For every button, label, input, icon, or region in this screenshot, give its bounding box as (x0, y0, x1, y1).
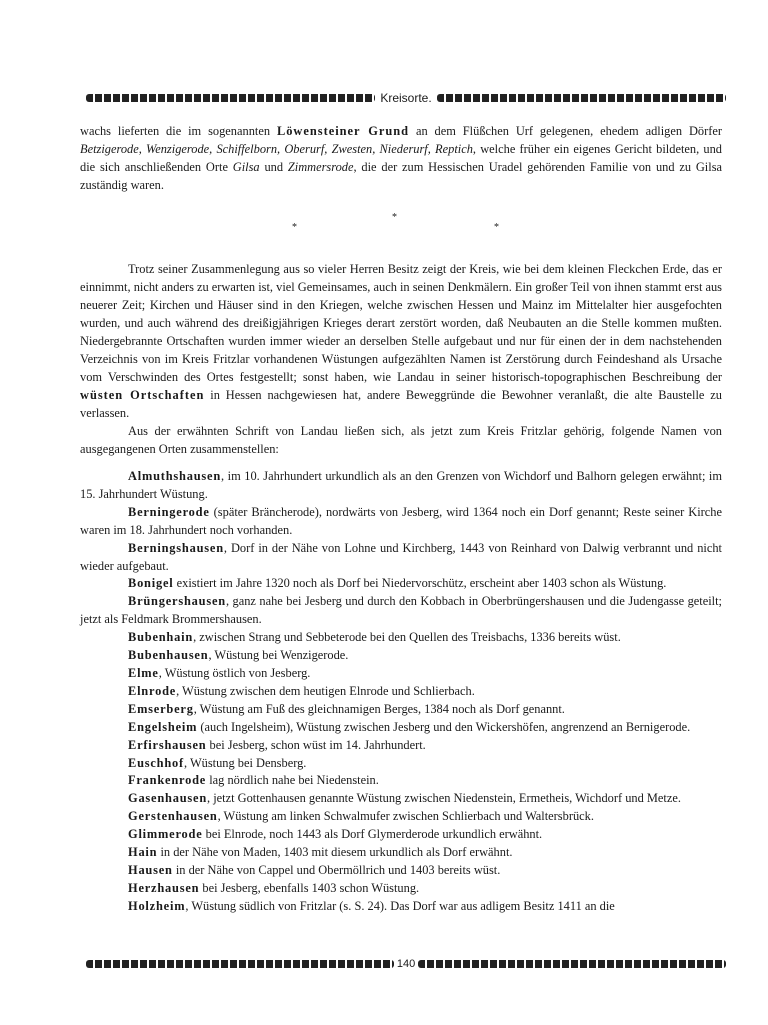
place-name: Frankenrode (128, 773, 207, 788)
ornament-border-right (418, 960, 726, 968)
place-description: , Dorf in der Nähe von Lohne und Kirchberg, 1443 von Reinhard von Dalwig verbrannt und nicht wieder aufgebaut. (80, 540, 722, 573)
list-item (80, 575, 722, 593)
place-description: , jetzt Gottenhausen genannte Wüstung zwischen Niedenstein, Ermetheis, Wichdorf und Metze. (207, 791, 681, 806)
place-description: (auch Ingelsheim), Wüstung zwischen Jesberg und den Wickershöfen, angrenzend an Bernigerode. (197, 719, 691, 734)
list-item (80, 808, 722, 826)
paragraph-1-emph: wüsten Ortschaften (80, 388, 205, 402)
place-name: Engelsheim (128, 719, 198, 734)
list-item (80, 468, 722, 504)
place-name: Emserberg (128, 701, 194, 716)
intro-text-3: , welche früher ein eigenes Gericht bildeten, und die sich anschließenden Orte (80, 142, 722, 174)
separator-star-center: * (392, 212, 397, 223)
place-name: Holzheim (128, 898, 186, 913)
list-item (80, 755, 722, 773)
place-description: , Wüstung bei Densberg. (183, 755, 307, 770)
list-item (80, 772, 722, 790)
list-item (80, 826, 722, 844)
place-description: , Wüstung am Fuß des gleichnamigen Berges, 1384 noch als Dorf genannt. (193, 701, 565, 716)
intro-text-1: wachs lieferten die im sogenannten (80, 124, 277, 138)
separator-star-right: * (494, 222, 499, 233)
intro-paragraph (80, 122, 722, 194)
ornament-border-right (437, 94, 726, 102)
header-ornament-row (86, 90, 726, 106)
place-name: Gasenhausen (128, 791, 208, 806)
place-description: in der Nähe von Cappel und Obermöllrich und 1403 bereits wüst. (172, 862, 501, 877)
list-item (80, 540, 722, 576)
place-name: Bubenhain (128, 630, 194, 645)
paragraph-1 (80, 260, 722, 422)
list-item (80, 593, 722, 629)
intro-emph-1: Löwensteiner Grund (276, 124, 410, 138)
list-item (80, 665, 722, 683)
list-item (80, 683, 722, 701)
place-description: , Wüstung östlich von Jesberg. (158, 665, 311, 680)
paragraph-2: Aus der erwähnten Schrift von Landau ließen sich, als jetzt zum Kreis Fritzlar gehörig, folgende Namen von ausgegangenen Orten zusammenstellen: (80, 424, 722, 456)
place-description: , im 10. Jahrhundert urkundlich als an den Grenzen von Wichdorf und Balhorn gelegen erwähnt; im 15. Jahrhundert Wüstung. (80, 469, 722, 501)
list-item (80, 701, 722, 719)
place-name: Almuthshausen (128, 469, 222, 483)
intro-place-zimmersrode: Zimmersrode (287, 160, 354, 174)
place-description: , ganz nahe bei Jesberg und durch den Kobbach in Oberbrüngershausen und die Judengasse geteilt; jetzt als Feldmark Brommershausen. (80, 594, 722, 627)
place-description: , Wüstung zwischen dem heutigen Elnrode und Schlierbach. (176, 683, 475, 698)
place-description: in der Nähe von Maden, 1403 mit diesem urkundlich als Dorf erwähnt. (157, 845, 513, 860)
ornament-border-left (86, 960, 394, 968)
place-description: existiert im Jahre 1320 noch als Dorf bei Niedervorschütz, erscheint aber 1403 schon als Wüstung. (173, 576, 667, 591)
main-body (80, 260, 722, 458)
separator-star-left: * (292, 222, 297, 233)
place-name: Berningerode (128, 504, 210, 519)
place-name: Elnrode (128, 683, 177, 698)
place-description: , Wüstung südlich von Fritzlar (s. S. 24). Das Dorf war aus adligem Besitz 1411 an die (185, 898, 615, 913)
wuestungen-list (80, 468, 722, 916)
place-description: (später Bräncherode), nordwärts von Jesberg, wird 1364 noch ein Dorf genannt; Reste seiner Kirche waren im 18. Jahrhundert noch vorhanden. (80, 504, 722, 537)
place-description: bei Jesberg, schon wüst im 14. Jahrhundert. (206, 737, 426, 752)
place-name: Erfirshausen (128, 737, 207, 752)
place-name: Brüngershausen (128, 594, 226, 609)
intro-text-5: , die der zum Hessischen Uradel gehörenden Familie von und zu Gilsa zuständig waren. (80, 160, 723, 192)
list-item (80, 629, 722, 647)
place-name: Herzhausen (128, 880, 200, 895)
running-header: Kreisorte. (380, 91, 432, 105)
list-item (80, 898, 722, 916)
place-name: Elme (128, 665, 159, 680)
list-item (80, 647, 722, 665)
place-name: Gerstenhausen (128, 809, 218, 824)
place-description: bei Jesberg, ebenfalls 1403 schon Wüstung. (199, 880, 420, 895)
place-name: Glimmerode (128, 827, 203, 842)
page-number: 140 (396, 958, 416, 970)
list-item (80, 504, 722, 540)
footer-ornament-row (86, 956, 726, 972)
list-item (80, 844, 722, 862)
list-item (80, 719, 722, 737)
place-name: Euschhof (128, 755, 184, 770)
ornament-border-left (86, 94, 375, 102)
place-description: bei Elnrode, noch 1443 als Dorf Glymerderode urkundlich erwähnt. (202, 827, 543, 842)
intro-villages: Betzigerode, Wenzigerode, Schiffelborn, Oberurf, Zwesten, Niederurf, Reptich (80, 142, 473, 156)
place-name: Bonigel (128, 576, 174, 591)
place-name: Berningshausen (128, 540, 224, 555)
place-description: , Wüstung am linken Schwalmufer zwischen Schlierbach und Waltersbrück. (217, 809, 594, 824)
intro-text-4: und (259, 160, 288, 174)
paragraph-1-text-a: Trotz seiner Zusammenlegung aus so vieler Herren Besitz zeigt der Kreis, wie bei dem kleinen Fleckchen Erde, das er einnimmt, nicht anders zu erwarten ist, viel Gemeinsames, auch in seinen Denkmälern. Ein großer Teil von ihnen stammt erst aus neuerer Zeit; Kirchen und Häuser sind in den Kriegen, welche zwischen Hessen und Mainz im Mittelalter hier ausgefochten wurden, und auch während des dreißigjährigen Krieges derart zerstört worden, daß Neubauten an die Stelle kommen mußten. Niedergebrannte Ortschaften wurden immer wieder an derselben Stelle aufgebaut und nur für einen der in dem nachstehenden Verzeichnis von im Kreis Fritzlar vorhandenen Wüstungen aufgezählten Namen ist Zerstörung durch Feindeshand als Ursache vom Verschwinden des Ortes festgestellt; sonst haben, wie Landau in seiner historisch-topographischen Beschreibung der (80, 262, 723, 384)
place-name: Hausen (128, 862, 173, 877)
intro-place-gilsa: Gilsa (232, 160, 260, 174)
list-item (80, 790, 722, 808)
place-description: , zwischen Strang und Sebbeterode bei den Quellen des Treisbachs, 1336 bereits wüst. (193, 630, 621, 645)
intro-text-2: an dem Flüßchen Urf gelegenen, ehedem adligen Dörfer (409, 124, 722, 138)
place-name: Hain (128, 845, 158, 860)
list-item (80, 862, 722, 880)
place-description: , Wüstung bei Wenzigerode. (208, 648, 349, 663)
paragraph-1-text-b: in Hessen nachgewiesen hat, andere Beweggründe die Bewohner veranlaßt, die alte Baustelle zu verlassen. (80, 388, 722, 420)
place-description: lag nördlich nahe bei Niedenstein. (206, 773, 379, 788)
list-item (80, 880, 722, 898)
section-separator (0, 208, 768, 238)
place-name: Bubenhausen (128, 648, 209, 663)
list-item (80, 737, 722, 755)
